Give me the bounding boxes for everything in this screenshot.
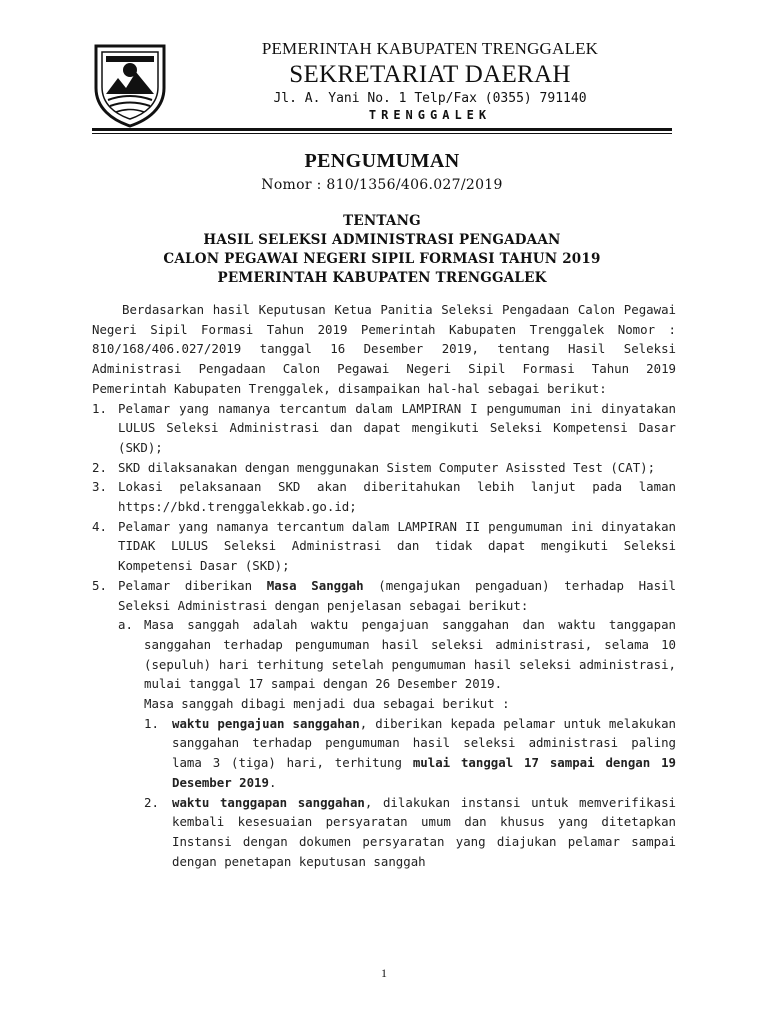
letterhead-office: SEKRETARIAT DAERAH [289, 61, 571, 88]
list-number: 2. [92, 459, 107, 475]
nested-list-term: waktu pengajuan sanggahan [172, 715, 360, 731]
list-number: 5. [92, 577, 107, 593]
document-number: Nomor : 810/1356/406.027/2019 [261, 177, 503, 193]
document-body [92, 300, 676, 871]
list-text: SKD dilaksanakan dengan menggunakan Sistem Computer Asissted Test (CAT); [118, 459, 656, 475]
list-item [92, 477, 676, 516]
sub-list-letter: a. [118, 617, 133, 633]
list-number: 3. [92, 479, 107, 495]
document-title: PENGUMUMAN [304, 150, 460, 172]
sub-list-note: Masa sanggah dibagi menjadi dua sebagai berikut : [144, 696, 510, 712]
letterhead-city: TRENGGALEK [368, 108, 492, 122]
list-number: 4. [92, 518, 107, 534]
nested-list-text: , dilakukan instansi untuk memverifikasi kembali kesesuaian persyaratan umum dan khusus yang ditetapkan Instansi dengan dokumen persyaratan yang diajukan pelamar sampai dengan penetapan keputusan sanggah [172, 794, 676, 869]
list-text: Pelamar yang namanya tercantum dalam LAMPIRAN I pengumuman ini dinyatakan LULUS Seleksi Administrasi dan dapat mengikuti Seleksi Kompetensi Dasar (SKD); [118, 400, 676, 455]
subject-line-4: PEMERINTAH KABUPATEN TRENGGALEK [217, 270, 547, 286]
list-text: Pelamar diberikan [118, 577, 267, 593]
nested-list-date: mulai tanggal 17 sampai dengan 19 Desember 2019 [172, 755, 676, 790]
nested-list-item [92, 793, 676, 872]
list-number: 1. [92, 400, 107, 416]
list-item [92, 517, 676, 576]
letterhead-divider-thin [92, 133, 672, 134]
letterhead-divider [92, 128, 672, 131]
nested-list-item [92, 714, 676, 793]
list-text: Pelamar yang namanya tercantum dalam LAMPIRAN II pengumuman ini dinyatakan TIDAK LULUS Seleksi Administrasi dan tidak dapat mengikuti Seleksi Kompetensi Dasar (SKD); [118, 518, 676, 574]
subject-line-2: HASIL SELEKSI ADMINISTRASI PENGADAAN [203, 232, 561, 248]
list-item [92, 399, 676, 458]
letterhead-government: PEMERINTAH KABUPATEN TRENGGALEK [261, 39, 599, 58]
document-subject [92, 212, 672, 288]
letterhead [200, 38, 660, 123]
nested-list-number: 2. [144, 794, 159, 810]
intro-paragraph: Berdasarkan hasil Keputusan Ketua Panitia Seleksi Pengadaan Calon Pegawai Negeri Sipil Formasi Tahun 2019 Pemerintah Kabupaten Trenggalek Nomor : 810/168/406.027/2019 tanggal 16 Desember 2019, tentang Hasil Seleksi Administrasi Pengadaan Calon Pegawai Negeri Sipil Formasi Tahun 2019 Pemerintah Kabupaten Trenggalek, disampaikan hal-hal sebagai berikut: [92, 302, 676, 396]
list-text: Lokasi pelaksanaan SKD akan diberitahukan lebih lanjut pada laman https://bkd.trenggalekkab.go.id; [118, 479, 676, 515]
letterhead-address: Jl. A. Yani No. 1 Telp/Fax (0355) 791140 [273, 91, 587, 106]
list-text: (mengajukan pengaduan) terhadap Hasil Seleksi Administrasi dengan penjelasan sebagai berikut: [118, 577, 676, 613]
nested-list-text: , diberikan kepada pelamar untuk melakukan sanggahan terhadap pengumuman hasil seleksi administrasi paling lama 3 (tiga) hari, terhitung [172, 715, 677, 771]
subject-line-1: TENTANG [343, 213, 421, 229]
sub-list-text: Masa sanggah adalah waktu pengajuan sanggahan dan waktu tanggapan sanggahan terhadap pengumuman hasil seleksi administrasi, selama 10 (sepuluh) hari terhitung setelah pengumuman hasil seleksi administrasi, mulai tanggal 17 sampai dengan 26 Desember 2019. [144, 617, 676, 692]
page-number: 1 [381, 966, 387, 980]
sub-list-item [92, 615, 676, 694]
list-item [92, 576, 676, 615]
subject-line-3: CALON PEGAWAI NEGERI SIPIL FORMASI TAHUN 2019 [163, 251, 601, 267]
masa-sanggah-term: Masa Sanggah [266, 577, 364, 593]
regency-emblem-icon [92, 42, 168, 128]
list-item [92, 458, 676, 478]
nested-list-tail: . [268, 774, 277, 790]
nested-list-term: waktu tanggapan sanggahan [172, 794, 365, 810]
nested-list-number: 1. [144, 715, 159, 731]
